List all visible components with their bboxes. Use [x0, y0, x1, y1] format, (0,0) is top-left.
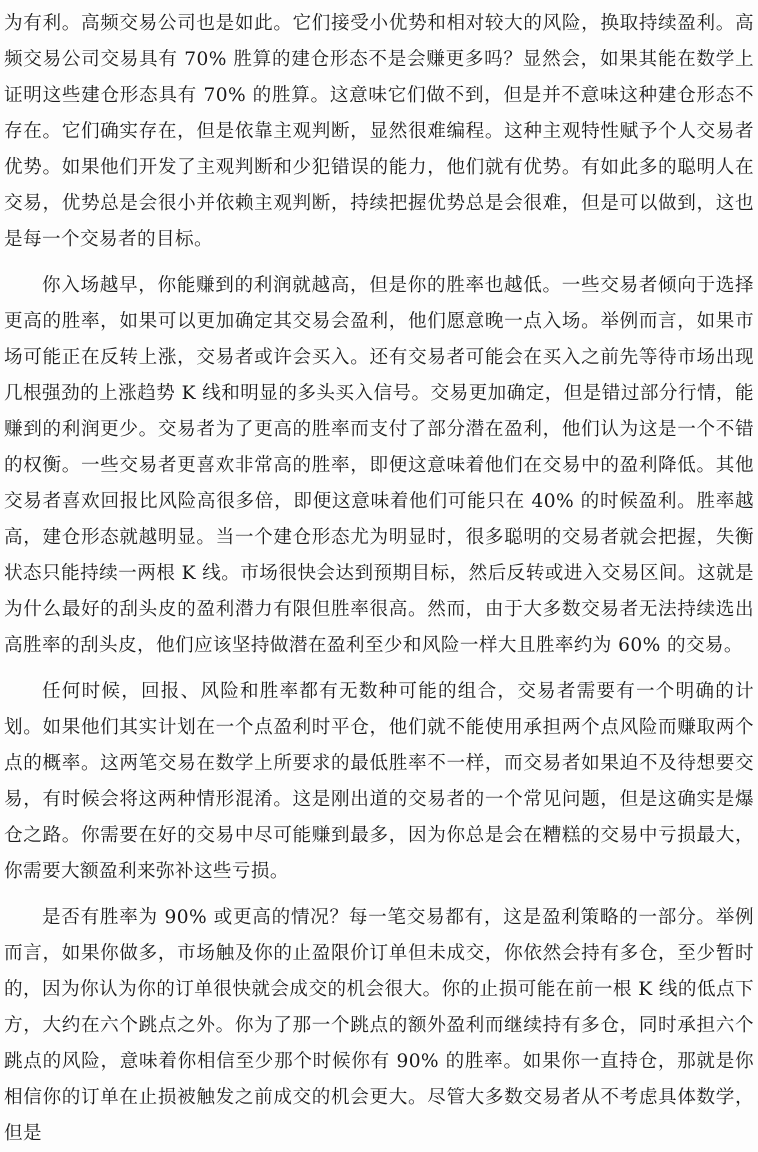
paragraph-2: 你入场越早，你能赚到的利润就越高，但是你的胜率也越低。一些交易者倾向于选择更高的胜率，如果可以更加确定其交易会盈利，他们愿意晚一点入场。举例而言，如果市场可能正在反转上涨，交易者或许会买入。还有交易者可能会在买入之前先等待市场出现几根强劲的上涨趋势 K 线和明显的多头买入信号。交易更加确定，但是错过部分行情，能赚到的利润更少。交易者为了更高的胜率而支付了部分潜在盈利，他们认为这是一个不错的权衡。一些交易者更喜欢非常高的胜率，即便这意味着他们在交易中的盈利降低。其他交易者喜欢回报比风险高很多倍，即便这意味着他们可能只在 40% 的时候盈利。胜率越高，建仓形态就越明显。当一个建仓形态尤为明显时，很多聪明的交易者就会把握，失衡状态只能持续一两根 K 线。市场很快会达到预期目标，然后反转或进入交易区间。这就是为什么最好的刮头皮的盈利潜力有限但胜率很高。然而，由于大多数交易者无法持续选出高胜率的刮头皮，他们应该坚持做潜在盈利至少和风险一样大且胜率约为 60% 的交易。	[4, 275, 754, 656]
paragraph-3: 任何时候，回报、风险和胜率都有无数种可能的组合，交易者需要有一个明确的计划。如果他们其实计划在一个点盈利时平仓，他们就不能使用承担两个点风险而赚取两个点的概率。这两笔交易在数学上所要求的最低胜率不一样，而交易者如果迫不及待想要交易，有时候会将这两种情形混淆。这是刚出道的交易者的一个常见问题，但是这确实是爆仓之路。你需要在好的交易中尽可能赚到最多，因为你总是会在糟糕的交易中亏损最大，你需要大额盈利来弥补这些亏损。	[4, 681, 754, 882]
paragraph-1: 为有利。高频交易公司也是如此。它们接受小优势和相对较大的风险，换取持续盈利。高频交易公司交易具有 70% 胜算的建仓形态不是会赚更多吗？显然会，如果其能在数学上证明这些建仓形态具有 70% 的胜算。这意味它们做不到，但是并不意味这种建仓形态不存在。它们确实存在，但是依靠主观判断，显然很难编程。这种主观特性赋予个人交易者优势。如果他们开发了主观判断和少犯错误的能力，他们就有优势。有如此多的聪明人在交易，优势总是会很小并依赖主观判断，持续把握优势总是会很难，但是可以做到，这也是每一个交易者的目标。	[4, 13, 754, 250]
paragraph-4: 是否有胜率为 90% 或更高的情况？每一笔交易都有，这是盈利策略的一部分。举例而言，如果你做多，市场触及你的止盈限价订单但未成交，你依然会持有多仓，至少暂时的，因为你认为你的订单很快就会成交的机会很大。你的止损可能在前一根 K 线的低点下方，大约在六个跳点之外。你为了那一个跳点的额外盈利而继续持有多仓，同时承担六个跳点的风险，意味着你相信至少那个时候你有 90% 的胜率。如果你一直持仓，那就是你相信你的订单在止损被触发之前成交的机会更大。尽管大多数交易者从不考虑具体数学，但是	[4, 907, 754, 1144]
